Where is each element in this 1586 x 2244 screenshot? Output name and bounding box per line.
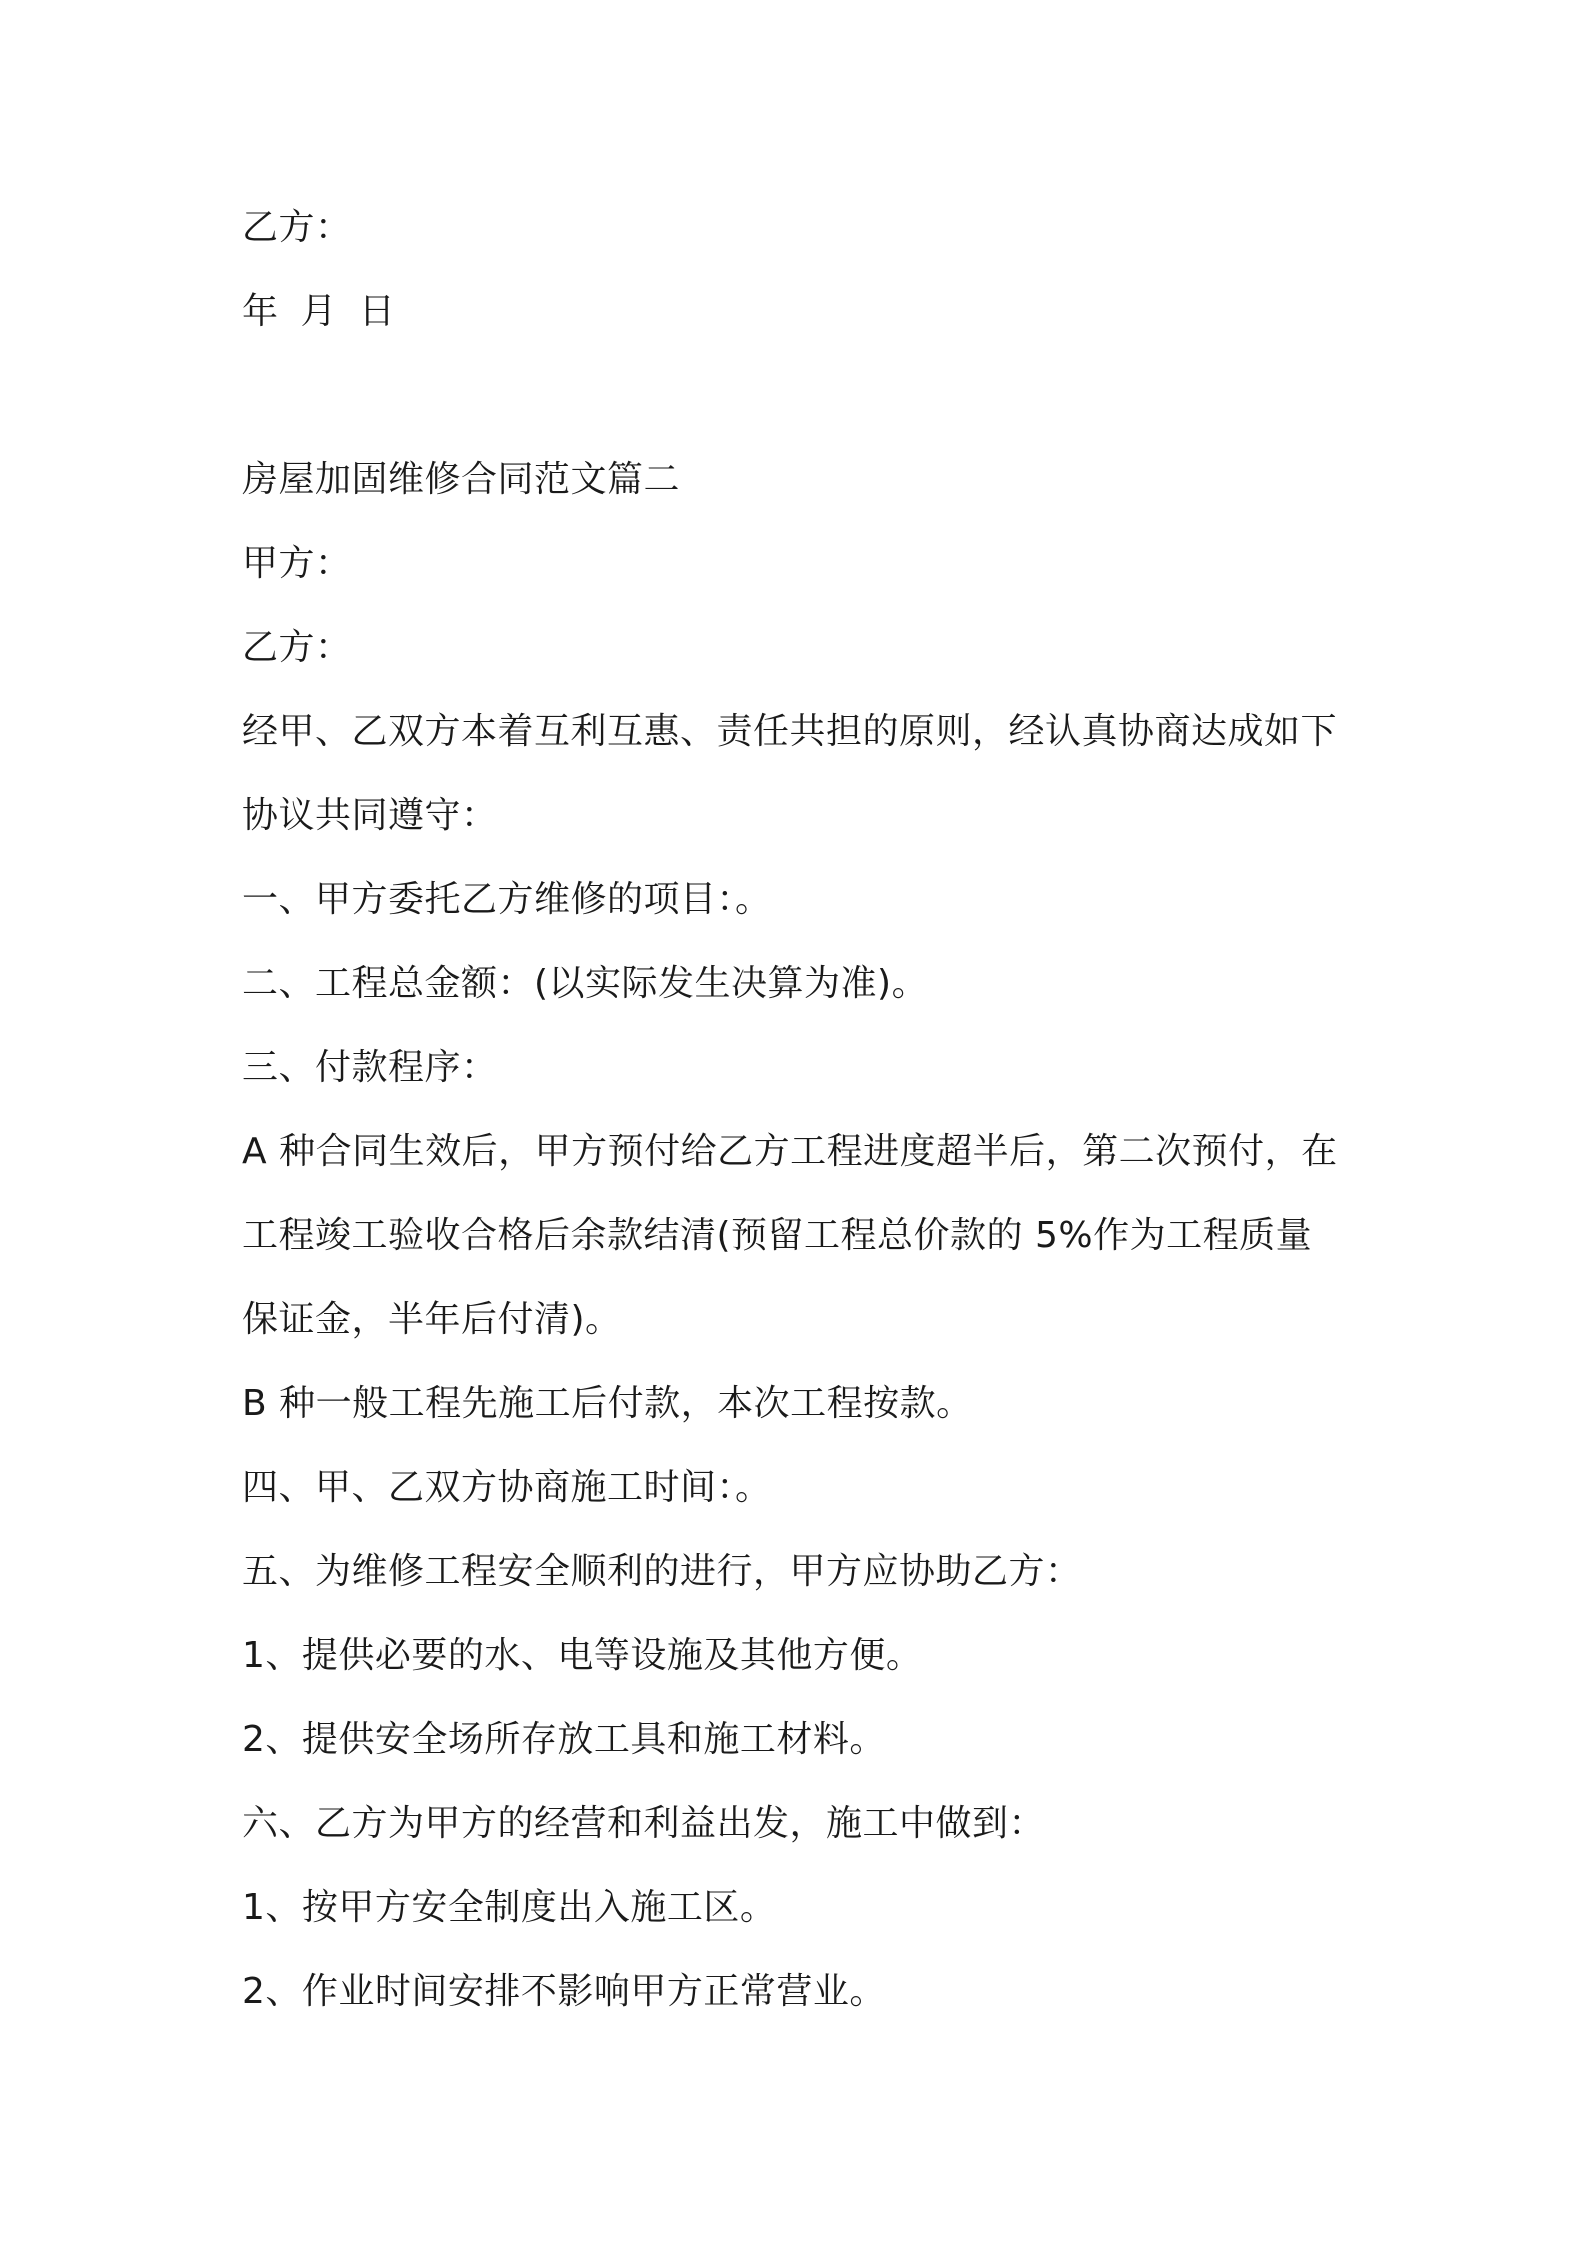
clause-3-option-a-line-3: 保证金，半年后付清)。 — [242, 1299, 622, 1340]
party-b-label: 乙方： — [242, 627, 352, 668]
preamble-line-1: 经甲、乙双方本着互利互惠、责任共担的原则，经认真协商达成如下 — [242, 711, 1338, 752]
clause-1: 一、甲方委托乙方维修的项目：。 — [242, 879, 772, 920]
clause-4: 四、甲、乙双方协商施工时间：。 — [242, 1467, 772, 1508]
clause-6-item-1: 1、按甲方安全制度出入施工区。 — [242, 1887, 777, 1928]
party-a-label: 甲方： — [242, 543, 352, 584]
clause-6-heading: 六、乙方为甲方的经营和利益出发，施工中做到： — [242, 1803, 1046, 1844]
clause-3-option-a-line-1: A 种合同生效后，甲方预付给乙方工程进度超半后，第二次预付，在 — [242, 1131, 1338, 1172]
contract-title: 房屋加固维修合同范文篇二 — [242, 459, 681, 500]
preamble-line-2: 协议共同遵守： — [242, 795, 498, 836]
clause-3-heading: 三、付款程序： — [242, 1047, 498, 1088]
party-b-signature-label: 乙方： — [242, 207, 352, 248]
signature-date-label: 年 月 日 — [242, 291, 396, 332]
clause-5-item-1: 1、提供必要的水、电等设施及其他方便。 — [242, 1635, 923, 1676]
clause-6-item-2: 2、作业时间安排不影响甲方正常营业。 — [242, 1971, 886, 2012]
clause-3-option-b: B 种一般工程先施工后付款，本次工程按款。 — [242, 1383, 973, 1424]
clause-3-option-a-line-2: 工程竣工验收合格后余款结清(预留工程总价款的 5%作为工程质量 — [242, 1215, 1313, 1256]
clause-2: 二、工程总金额：(以实际发生决算为准)。 — [242, 963, 929, 1004]
clause-5-heading: 五、为维修工程安全顺利的进行，甲方应协助乙方： — [242, 1551, 1082, 1592]
clause-5-item-2: 2、提供安全场所存放工具和施工材料。 — [242, 1719, 886, 1760]
